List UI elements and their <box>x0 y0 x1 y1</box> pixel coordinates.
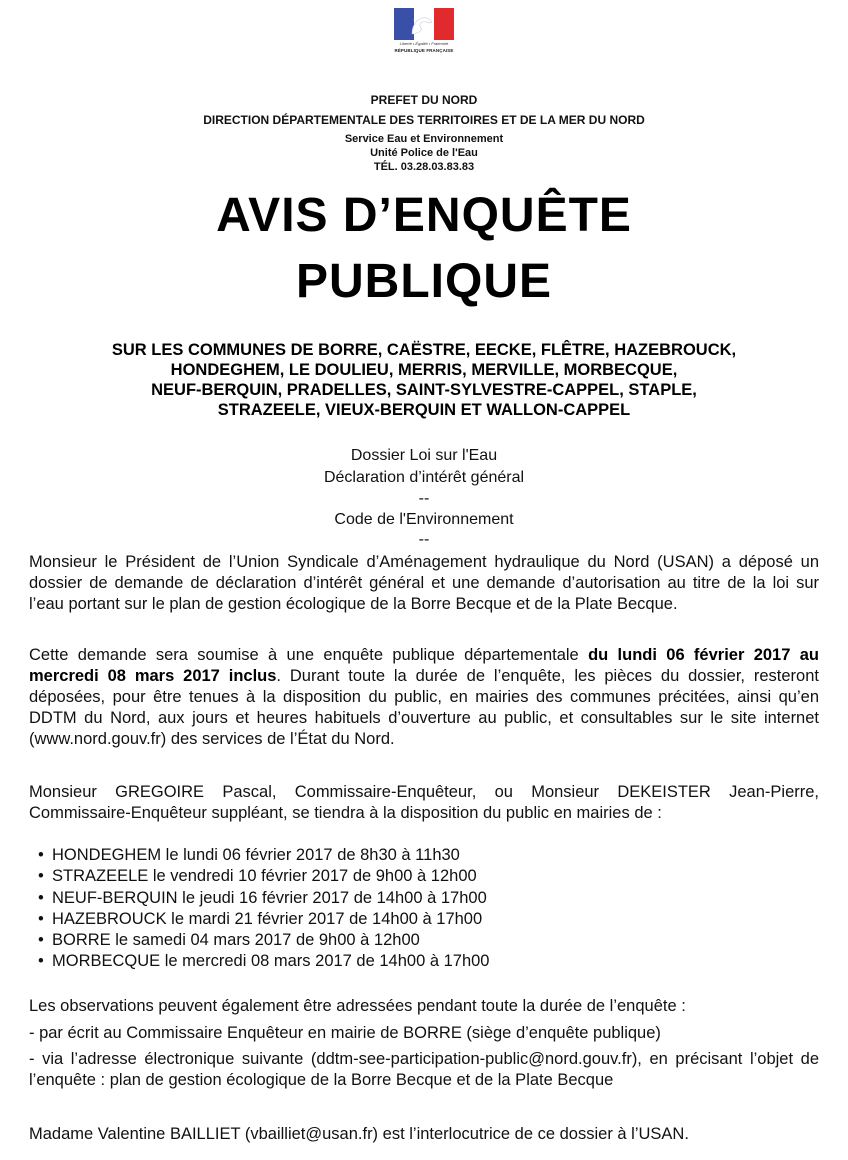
observations-mail: - via l’adresse électronique suivante (ddtm-see-participation-public@nord.gouv.fr), en précisant l’objet de l’enquête : plan de gestion écologique de la Borre Becque et de la Plate Becque <box>29 1050 819 1089</box>
paragraph-enquete-dates <box>29 645 819 750</box>
bullet-icon: • <box>38 909 44 928</box>
separator: -- <box>418 490 430 507</box>
header-direction: DIRECTION DÉPARTEMENTALE DES TERRITOIRES ET DE LA MER DU NORD <box>203 113 645 127</box>
list-item: • HONDEGHEM le lundi 06 février 2017 de 8h30 à 11h30 <box>38 845 489 866</box>
republique-francaise-logo <box>392 8 456 54</box>
communes-line: HONDEGHEM, LE DOULIEU, MERRIS, MERVILLE, MORBECQUE, <box>170 361 678 379</box>
list-item: • NEUF-BERQUIN le jeudi 16 février 2017 de 14h00 à 17h00 <box>38 888 489 909</box>
logo-republique: RÉPUBLIQUE FRANÇAISE <box>394 48 454 53</box>
observations-intro: Les observations peuvent également être adressées pendant toute la durée de l’enquête : <box>29 997 686 1015</box>
paragraph-commissaire: Monsieur GREGOIRE Pascal, Commissaire-Enquêteur, ou Monsieur DEKEISTER Jean-Pierre, Commissaire-Enquêteur suppléant, se tiendra à la disposition du public en mairies de : <box>29 783 819 822</box>
header-prefet: PREFET DU NORD <box>370 93 478 107</box>
dossier-loi-eau: Dossier Loi sur l'Eau <box>350 447 498 464</box>
communes-line: SUR LES COMMUNES DE BORRE, CAËSTRE, EECKE, FLÊTRE, HAZEBROUCK, <box>111 341 737 359</box>
logo-motto: Liberté • Égalité • Fraternité <box>399 41 449 46</box>
list-item: • MORBECQUE le mercredi 08 mars 2017 de 14h00 à 17h00 <box>38 951 489 972</box>
enquete-text: . Durant toute la durée de l’enquête, les pièces du dossier, resteront déposées, pour être tenues à la disposition du public, en mairies des communes précitées, ainsi qu’en DDTM du Nord, aux jours et heures habituels d’ouverture au public, et consultables sur le site internet (www.nord.gouv.fr) des services de l’État du Nord. <box>29 667 819 748</box>
header-unite: Unité Police de l'Eau <box>370 147 478 159</box>
list-item: • BORRE le samedi 04 mars 2017 de 9h00 à 12h00 <box>38 930 489 951</box>
bullet-icon: • <box>38 867 44 886</box>
separator: -- <box>418 531 430 548</box>
contact-usan: Madame Valentine BAILLIET (vbailliet@usan.fr) est l’interlocutrice de ce dossier à l’USAN. <box>29 1125 689 1143</box>
enquete-period: du lundi 06 février 2017 au mercredi 08 mars 2017 inclus <box>29 646 819 685</box>
bullet-icon: • <box>38 931 44 950</box>
bullet-icon: • <box>38 846 44 864</box>
page-title-line2: PUBLIQUE <box>295 255 552 308</box>
page-title-line1: AVIS D’ENQUÊTE <box>216 189 632 242</box>
marianne-profile-icon <box>406 12 436 38</box>
communes-line: NEUF-BERQUIN, PRADELLES, SAINT-SYLVESTRE-CAPPEL, STAPLE, <box>151 381 697 399</box>
enquete-text: Cette demande sera soumise à une enquête publique départementale <box>29 646 589 664</box>
declaration-interet-general: Déclaration d’intérêt général <box>323 469 525 486</box>
list-item: • STRAZEELE le vendredi 10 février 2017 de 9h00 à 12h00 <box>38 866 489 887</box>
permanences-list <box>38 845 489 973</box>
list-item: • HAZEBROUCK le mardi 21 février 2017 de 14h00 à 17h00 <box>38 909 489 930</box>
header-service: Service Eau et Environnement <box>344 133 504 145</box>
communes-line: STRAZEELE, VIEUX-BERQUIN ET WALLON-CAPPEL <box>217 401 631 419</box>
header-tel: TÉL. 03.28.03.83.83 <box>373 161 475 173</box>
bullet-icon: • <box>38 888 44 907</box>
code-environnement: Code de l'Environnement <box>334 511 514 528</box>
bullet-icon: • <box>38 952 44 971</box>
communes-list <box>40 340 808 420</box>
paragraph-usan-dossier: Monsieur le Président de l’Union Syndicale d’Aménagement hydraulique du Nord (USAN) a déposé un dossier de demande de déclaration d’intérêt général et une demande d’autorisation au titre de la loi sur l’eau portant sur le plan de gestion écologique de la Borre Becque et de la Plate Becque. <box>29 553 819 613</box>
observations-ecrit: - par écrit au Commissaire Enquêteur en mairie de BORRE (siège d’enquête publique) <box>29 1024 661 1042</box>
